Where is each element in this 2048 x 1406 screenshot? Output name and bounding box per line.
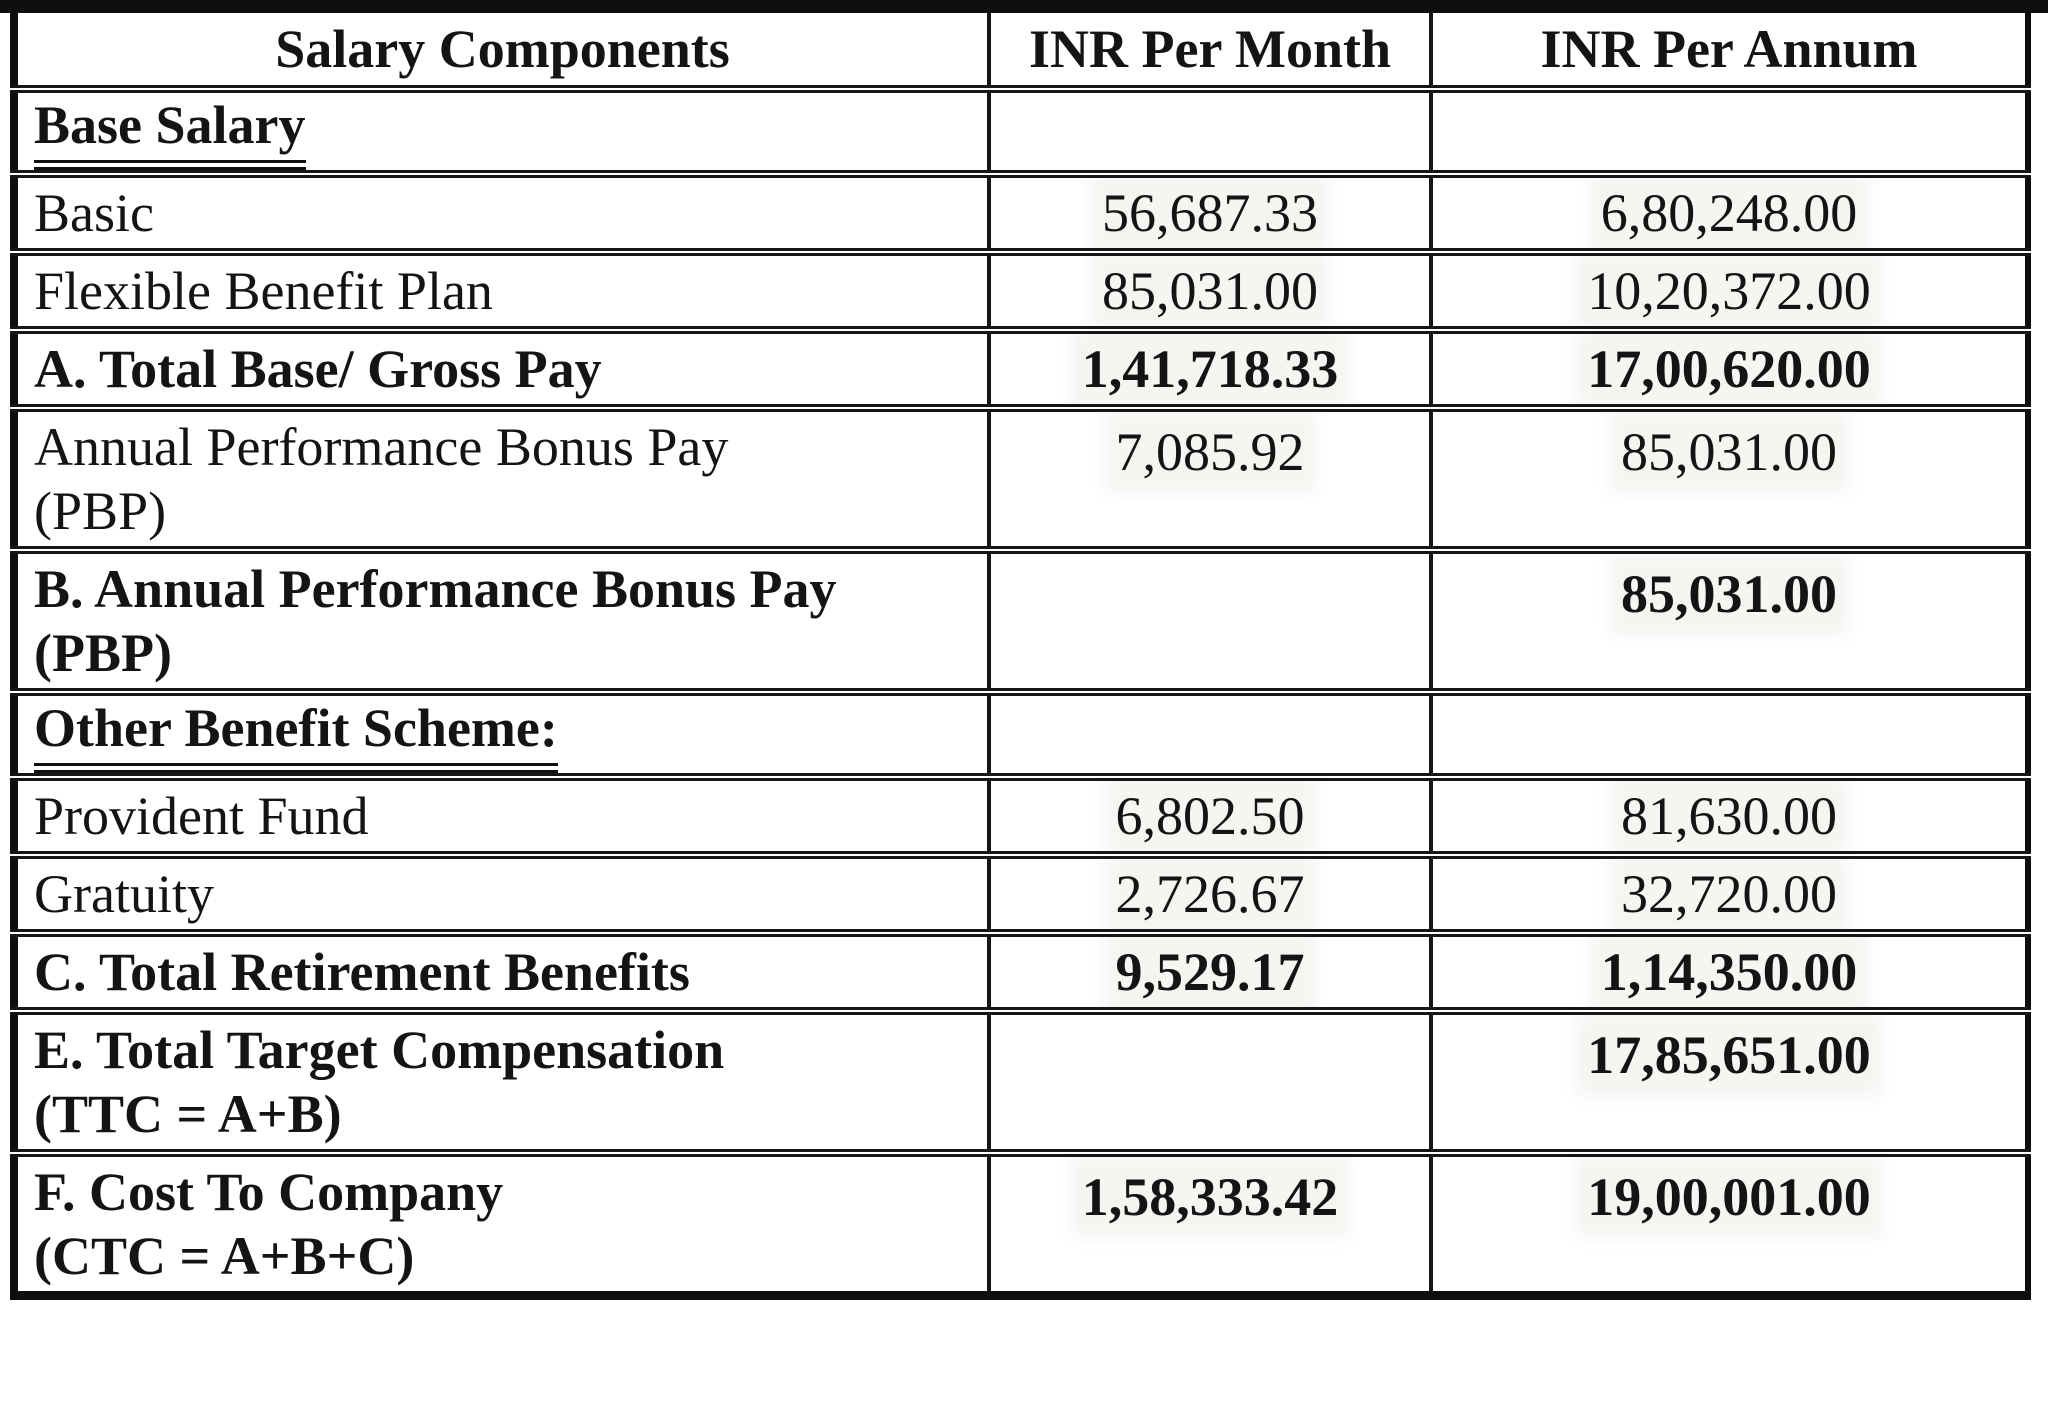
table-row-total-target-compensation bbox=[14, 1011, 2028, 1153]
table-row-b-annual-performance-bonus-pay bbox=[14, 550, 2028, 692]
per-month-cell bbox=[989, 692, 1431, 777]
per-month-cell bbox=[989, 89, 1431, 174]
row-label-cell bbox=[14, 933, 989, 1011]
per-annum-value: 32,720.00 bbox=[1621, 864, 1837, 924]
per-annum-cell bbox=[1431, 550, 2028, 692]
per-month-cell bbox=[989, 550, 1431, 692]
per-annum-cell bbox=[1431, 174, 2028, 252]
row-label-line2: (PBP) bbox=[34, 481, 167, 541]
per-month-value: 85,031.00 bbox=[1102, 261, 1318, 321]
per-annum-value: 6,80,248.00 bbox=[1600, 183, 1858, 243]
per-month-cell bbox=[989, 174, 1431, 252]
per-annum-value: 1,14,350.00 bbox=[1600, 942, 1858, 1002]
row-label-cell bbox=[14, 1153, 989, 1295]
per-annum-cell bbox=[1431, 777, 2028, 855]
row-label: Annual Performance Bonus Pay bbox=[34, 417, 729, 477]
per-annum-value: 81,630.00 bbox=[1621, 786, 1837, 846]
section-heading: Other Benefit Scheme: bbox=[34, 696, 558, 773]
per-month-value: 56,687.33 bbox=[1102, 183, 1318, 243]
table-row-cost-to-company bbox=[14, 1153, 2028, 1295]
per-annum-value: 10,20,372.00 bbox=[1587, 261, 1871, 321]
row-label-cell bbox=[14, 408, 989, 550]
table-row-total-retirement-benefits bbox=[14, 933, 2028, 1011]
per-annum-value: 19,00,001.00 bbox=[1587, 1167, 1871, 1227]
row-label-line2: (TTC = A+B) bbox=[34, 1084, 342, 1144]
per-month-cell bbox=[989, 1153, 1431, 1295]
column-header-inr-per-annum bbox=[1431, 13, 2028, 89]
per-month-cell bbox=[989, 408, 1431, 550]
row-label: C. Total Retirement Benefits bbox=[34, 942, 690, 1002]
per-annum-cell bbox=[1431, 408, 2028, 550]
row-label: Gratuity bbox=[34, 864, 214, 924]
per-annum-value: 17,00,620.00 bbox=[1587, 339, 1871, 399]
column-header-label: INR Per Annum bbox=[1540, 19, 1918, 79]
per-month-cell bbox=[989, 1011, 1431, 1153]
column-header-salary-components bbox=[14, 13, 989, 89]
column-header-inr-per-month bbox=[989, 13, 1431, 89]
row-label: A. Total Base/ Gross Pay bbox=[34, 339, 602, 399]
row-label-cell bbox=[14, 89, 989, 174]
scan-top-border bbox=[0, 0, 2048, 13]
row-label: Provident Fund bbox=[34, 786, 369, 846]
per-annum-cell bbox=[1431, 252, 2028, 330]
per-annum-cell bbox=[1431, 855, 2028, 933]
row-label-cell bbox=[14, 174, 989, 252]
per-month-cell bbox=[989, 330, 1431, 408]
section-heading: Base Salary bbox=[34, 93, 306, 170]
row-label-cell bbox=[14, 550, 989, 692]
row-label-cell bbox=[14, 330, 989, 408]
per-annum-cell bbox=[1431, 330, 2028, 408]
table-row-annual-performance-bonus-pay bbox=[14, 408, 2028, 550]
per-month-cell bbox=[989, 855, 1431, 933]
per-month-value: 2,726.67 bbox=[1115, 864, 1305, 924]
row-label-cell bbox=[14, 777, 989, 855]
per-month-cell bbox=[989, 777, 1431, 855]
table-row-basic bbox=[14, 174, 2028, 252]
per-month-value: 1,58,333.42 bbox=[1081, 1167, 1339, 1227]
per-annum-cell bbox=[1431, 1153, 2028, 1295]
row-label-cell bbox=[14, 855, 989, 933]
per-annum-value: 85,031.00 bbox=[1621, 422, 1837, 482]
row-label-cell bbox=[14, 1011, 989, 1153]
per-month-value: 9,529.17 bbox=[1115, 942, 1305, 1002]
per-month-value: 7,085.92 bbox=[1115, 422, 1305, 482]
per-month-cell bbox=[989, 933, 1431, 1011]
column-header-label: Salary Components bbox=[275, 19, 730, 79]
row-label: Flexible Benefit Plan bbox=[34, 261, 493, 321]
per-month-value: 6,802.50 bbox=[1115, 786, 1305, 846]
table-row-provident-fund bbox=[14, 777, 2028, 855]
per-annum-cell bbox=[1431, 933, 2028, 1011]
per-annum-value: 17,85,651.00 bbox=[1587, 1025, 1871, 1085]
per-month-cell bbox=[989, 252, 1431, 330]
column-header-label: INR Per Month bbox=[1029, 19, 1391, 79]
row-label: F. Cost To Company bbox=[34, 1161, 504, 1222]
table-row-flexible-benefit-plan bbox=[14, 252, 2028, 330]
per-annum-cell bbox=[1431, 1011, 2028, 1153]
row-label: E. Total Target Compensation bbox=[34, 1020, 725, 1080]
per-month-value: 1,41,718.33 bbox=[1081, 339, 1339, 399]
row-label: B. Annual Performance Bonus Pay bbox=[34, 559, 837, 619]
table-row-other-benefit-scheme-section bbox=[14, 692, 2028, 777]
row-label-cell bbox=[14, 252, 989, 330]
row-label: Basic bbox=[34, 183, 154, 243]
per-annum-value: 85,031.00 bbox=[1621, 564, 1837, 624]
table-header-row bbox=[14, 13, 2028, 89]
table-row-base-salary-section bbox=[14, 89, 2028, 174]
per-annum-cell bbox=[1431, 89, 2028, 174]
salary-components-table bbox=[10, 13, 2031, 1300]
table-row-total-base-gross-pay bbox=[14, 330, 2028, 408]
row-label-cell bbox=[14, 692, 989, 777]
per-annum-cell bbox=[1431, 692, 2028, 777]
table-row-gratuity bbox=[14, 855, 2028, 933]
row-label-line2: (PBP) bbox=[34, 623, 172, 683]
row-label-line2: (CTC = A+B+C) bbox=[34, 1225, 415, 1286]
